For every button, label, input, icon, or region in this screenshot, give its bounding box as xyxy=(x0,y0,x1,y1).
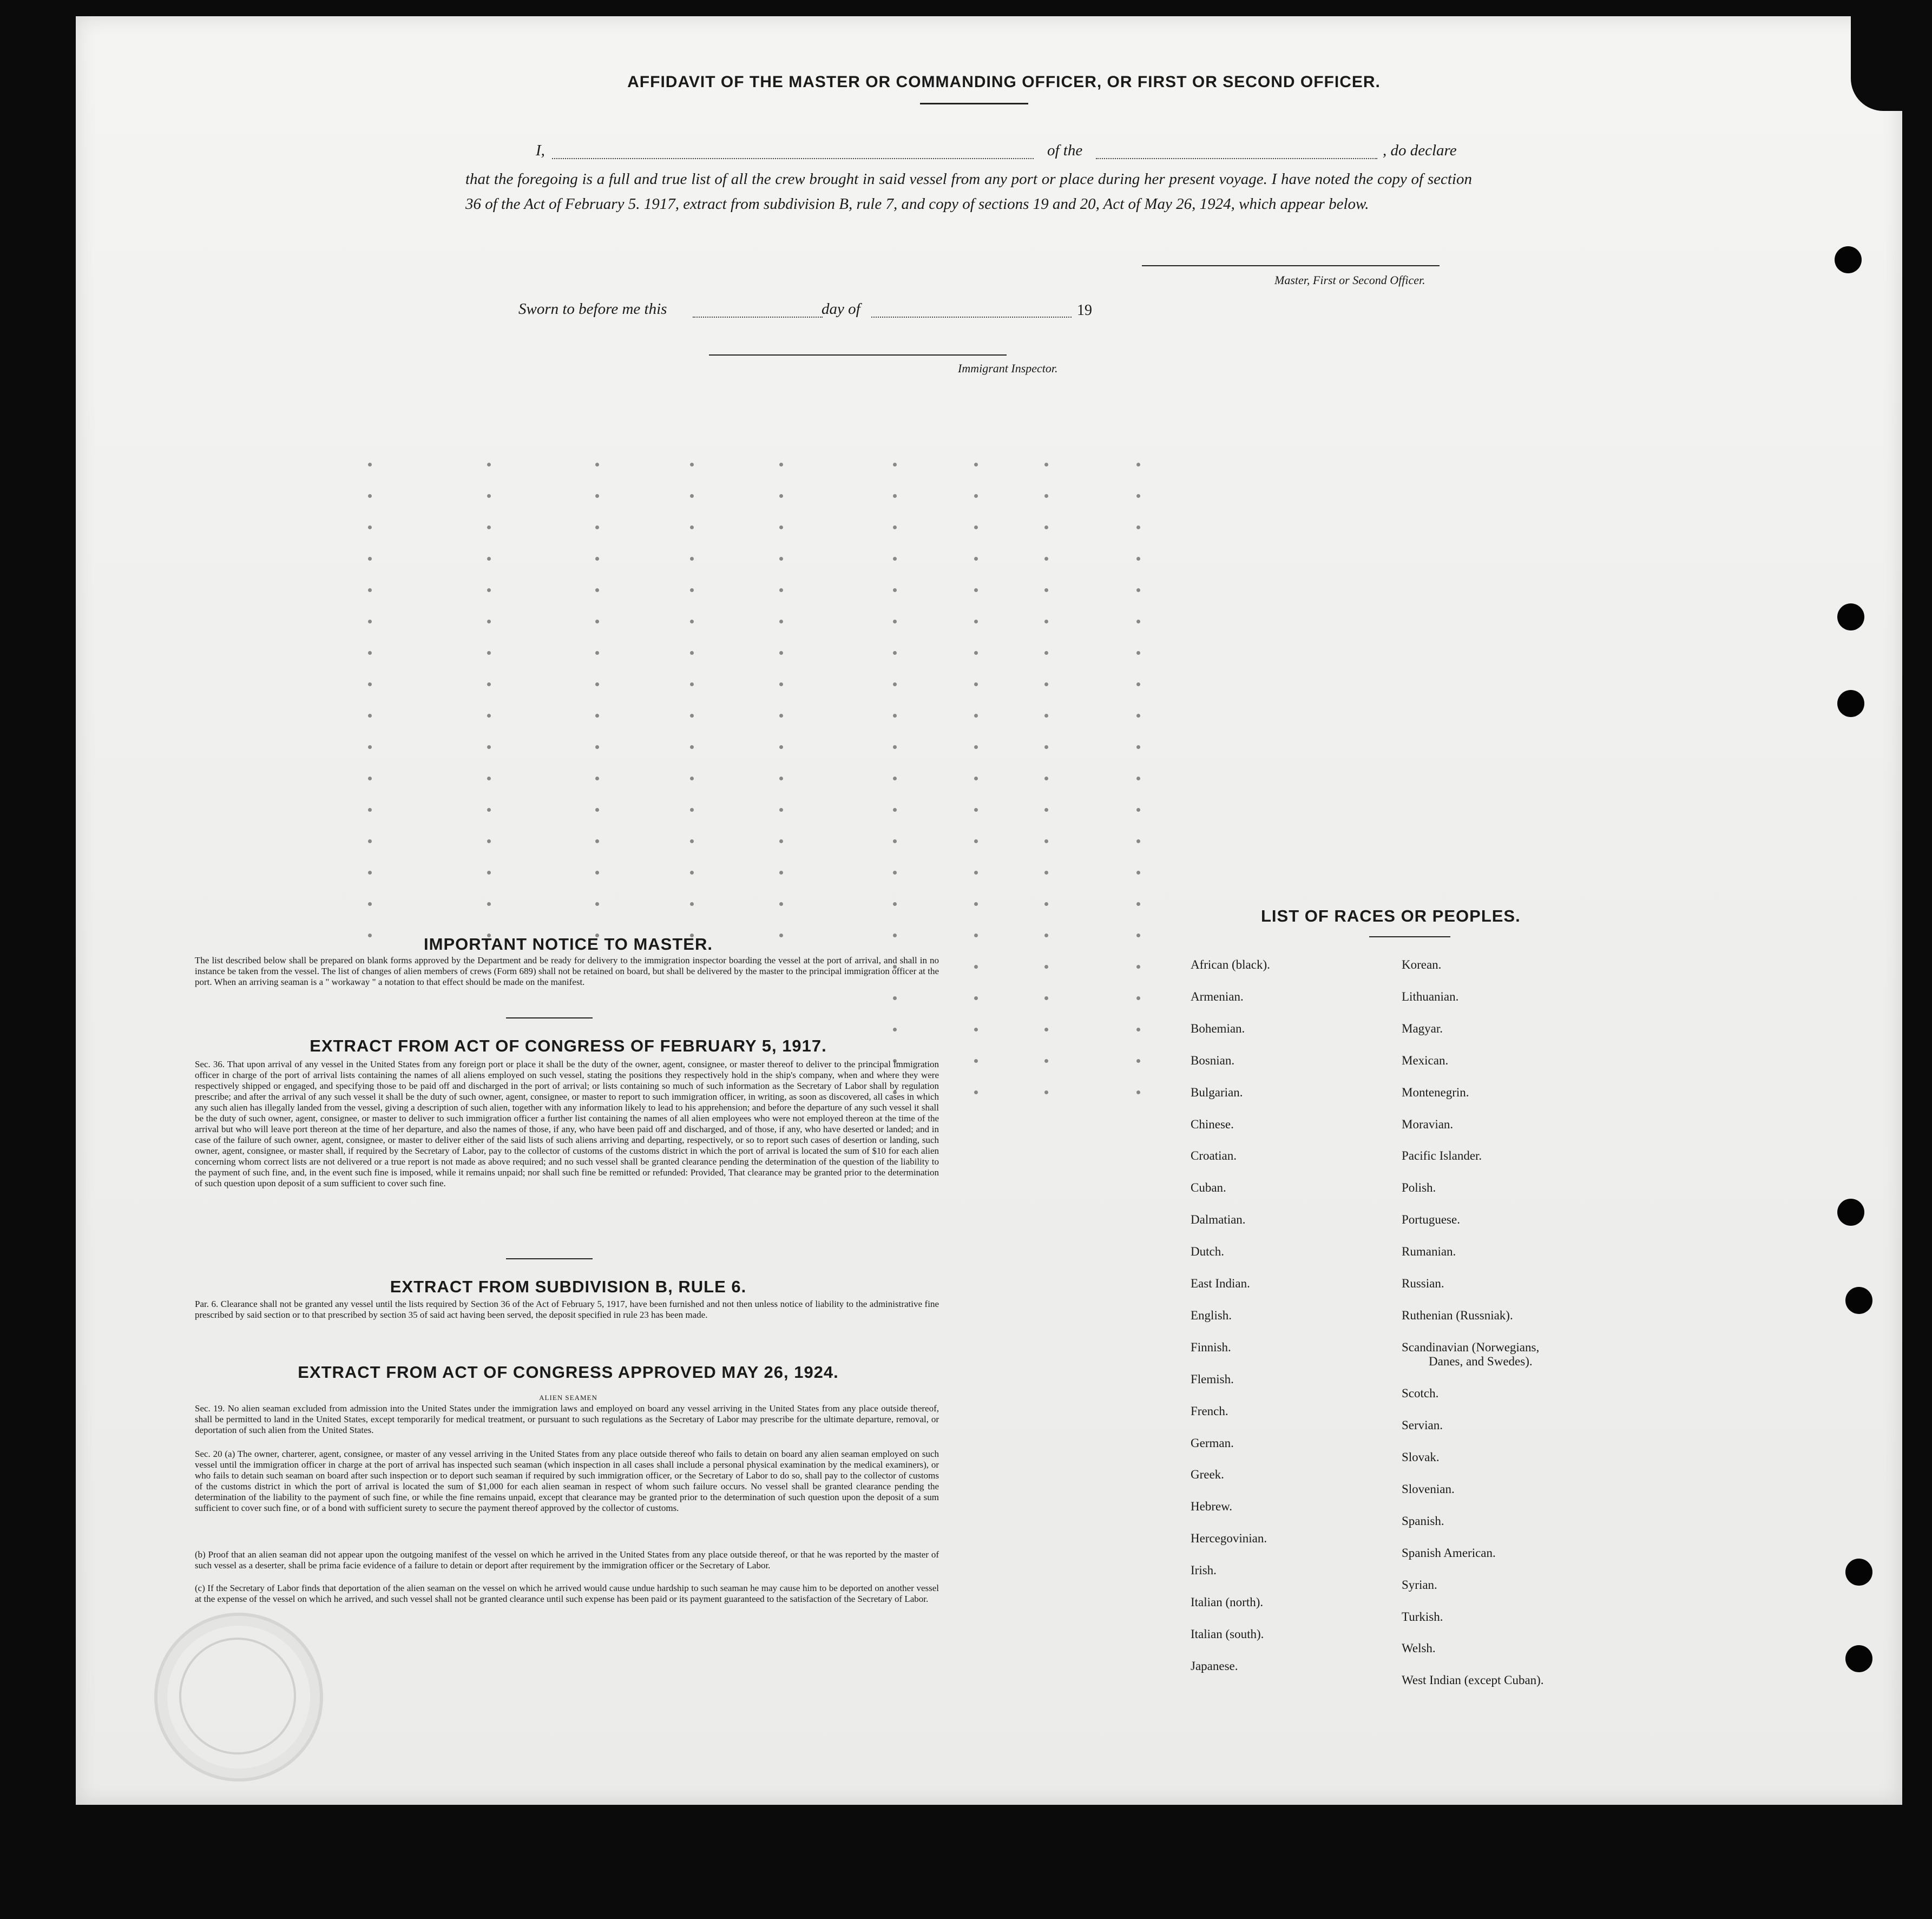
declarant-label: I, xyxy=(536,142,545,159)
grid-dot xyxy=(893,996,897,1000)
grid-dot xyxy=(1044,839,1048,843)
grid-dot xyxy=(595,808,599,812)
race-item: Cuban. xyxy=(1191,1181,1226,1195)
race-item: English. xyxy=(1191,1308,1232,1322)
race-item: Hebrew. xyxy=(1191,1500,1233,1514)
grid-dot xyxy=(690,651,694,655)
vessel-label: of the xyxy=(1047,142,1083,159)
grid-dot xyxy=(1044,588,1048,592)
grid-dot xyxy=(595,902,599,906)
section-20c-body: (c) If the Secretary of Labor finds that deportation of the alien seaman on the vessel on which he arrived would cause undue hardship to such seaman he may cause him to be deported on another vessel at the expense of the vessel on which he arrived, and such vessel shall not be granted clearance until such expense has been paid or its payment guaranteed to the satisfaction of the Secretary of Labor. xyxy=(195,1583,939,1604)
race-item: East Indian. xyxy=(1191,1277,1250,1290)
grid-dot xyxy=(893,808,897,812)
grid-dot xyxy=(690,557,694,561)
grid-dot xyxy=(893,557,897,561)
grid-dot xyxy=(368,557,372,561)
grid-dot xyxy=(779,620,783,623)
punch-hole-icon xyxy=(1845,1287,1872,1314)
grid-dot xyxy=(1044,1059,1048,1063)
grid-dot xyxy=(893,494,897,498)
grid-dot xyxy=(368,525,372,529)
grid-dot xyxy=(893,745,897,749)
race-item: Hercegovinian. xyxy=(1191,1532,1267,1546)
grid-dot xyxy=(690,588,694,592)
grid-dot xyxy=(487,714,491,718)
grid-dot xyxy=(1044,808,1048,812)
race-item: Bulgarian. xyxy=(1191,1085,1243,1099)
grid-dot xyxy=(779,902,783,906)
race-item: Spanish American. xyxy=(1402,1546,1496,1560)
grid-dot xyxy=(893,463,897,466)
extract-1924-title: EXTRACT FROM ACT OF CONGRESS APPROVED MAY 26, 1924. xyxy=(298,1363,839,1382)
race-item: Greek. xyxy=(1191,1468,1224,1482)
grid-dot xyxy=(1136,620,1140,623)
declarant-name-field[interactable] xyxy=(552,158,1034,159)
grid-dot xyxy=(595,651,599,655)
race-item: Mexican. xyxy=(1402,1053,1449,1067)
race-item: Bosnian. xyxy=(1191,1053,1235,1067)
affidavit-text: that the foregoing is a full and true list of all the crew brought in said vessel from any port or place during her present voyage. I have noted the copy of section 36 of the Act of February 5. 1917, extract from subdivision B, rule 7, and copy of sections 19 and 20, Act of May 26, 1924, which appear below. xyxy=(465,170,1472,213)
master-signature-line[interactable] xyxy=(1142,265,1440,266)
grid-dot xyxy=(974,839,978,843)
grid-dot xyxy=(1044,651,1048,655)
grid-dot xyxy=(487,525,491,529)
grid-dot xyxy=(779,525,783,529)
grid-dot xyxy=(690,745,694,749)
master-signature-label: Master, First or Second Officer. xyxy=(1274,273,1425,287)
grid-dot xyxy=(368,871,372,875)
race-item: Bohemian. xyxy=(1191,1021,1245,1035)
grid-dot xyxy=(1136,557,1140,561)
punch-hole-icon xyxy=(1835,246,1862,273)
race-item: Finnish. xyxy=(1191,1340,1231,1354)
grid-dot xyxy=(974,557,978,561)
grid-dot xyxy=(690,777,694,780)
race-item: Scandinavian (Norwegians, xyxy=(1402,1340,1540,1354)
grid-dot xyxy=(1136,996,1140,1000)
rule-6-body: Par. 6. Clearance shall not be granted any vessel until the lists required by Section 36 of the Act of February 5, 1917, have been furnished and not then unless notice of liability to the administrative fine prescribed by said section or to that prescribed by section 35 of said act having been served, the deposit specified in rule 23 has been made. xyxy=(195,1299,939,1320)
grid-dot xyxy=(690,839,694,843)
notice-rule xyxy=(506,1017,593,1018)
extract-1917-rule xyxy=(506,1258,593,1259)
race-item: German. xyxy=(1191,1436,1234,1450)
grid-dot xyxy=(974,1090,978,1094)
grid-dot xyxy=(1136,714,1140,718)
grid-dot xyxy=(1136,902,1140,906)
grid-dot xyxy=(368,620,372,623)
grid-dot xyxy=(779,871,783,875)
grid-dot xyxy=(1136,525,1140,529)
sworn-label: Sworn to before me this xyxy=(518,300,667,318)
grid-dot xyxy=(1136,1059,1140,1063)
grid-dot xyxy=(1136,1090,1140,1094)
grid-dot xyxy=(1044,745,1048,749)
race-item: Montenegrin. xyxy=(1402,1085,1469,1099)
grid-dot xyxy=(1136,588,1140,592)
grid-dot xyxy=(779,651,783,655)
grid-dot xyxy=(487,902,491,906)
race-item: Welsh. xyxy=(1402,1641,1436,1655)
grid-dot xyxy=(1044,525,1048,529)
grid-dot xyxy=(1136,839,1140,843)
race-item: Russian. xyxy=(1402,1277,1444,1290)
grid-dot xyxy=(690,463,694,466)
grid-dot xyxy=(779,839,783,843)
grid-dot xyxy=(595,745,599,749)
grid-dot xyxy=(893,714,897,718)
grid-dot xyxy=(974,1028,978,1031)
race-item: Turkish. xyxy=(1402,1609,1443,1624)
grid-dot xyxy=(368,651,372,655)
section-20a-body: Sec. 20 (a) The owner, charterer, agent, consignee, or master of any vessel arriving in the United States from any place outside thereof who fails to detain on board any alien seaman employed on such vessel until the immigration officer in charge at the port of arrival has inspected such seaman (which inspection in all cases shall include a personal physical examination by the medical examiners), or who fails to detain such seaman on board after such inspection or to deport such seaman if required by such immigration officer, or the Secretary of Labor to do so, shall pay to the collector of customs of the customs district in which the port of arrival is located the sum of $1,000 for each alien seaman in respect of whom such failure occurs. No vessel shall be granted clearance pending the determination of the liability to the payment of such fine, or while the fine remains unpaid, except that clearance may be granted prior to the determination of such question upon the deposit of a sum sufficient to cover such fine, or of a bond with sufficient surety to secure the payment thereof approved by the collector of customs. xyxy=(195,1449,939,1513)
grid-dot xyxy=(893,620,897,623)
race-item: Danes, and Swedes). xyxy=(1429,1355,1533,1369)
race-item: Lithuanian. xyxy=(1402,989,1459,1003)
grid-dot xyxy=(487,463,491,466)
grid-dot xyxy=(1136,1028,1140,1031)
grid-dot xyxy=(1044,1028,1048,1031)
grid-dot xyxy=(1136,682,1140,686)
race-item: West Indian (except Cuban). xyxy=(1402,1673,1544,1687)
grid-dot xyxy=(893,525,897,529)
inspector-label: Immigrant Inspector. xyxy=(958,362,1058,375)
race-item: Korean. xyxy=(1402,958,1442,971)
grid-dot xyxy=(779,463,783,466)
race-item: Polish. xyxy=(1402,1181,1436,1195)
declare-label: , do declare xyxy=(1383,142,1457,159)
race-item: Dalmatian. xyxy=(1191,1213,1246,1227)
grid-dot xyxy=(1044,777,1048,780)
grid-dot xyxy=(595,714,599,718)
vessel-name-field[interactable] xyxy=(1096,158,1377,159)
sworn-month-field[interactable] xyxy=(871,317,1072,318)
punch-hole-icon xyxy=(1837,1199,1864,1226)
race-item: Dutch. xyxy=(1191,1245,1224,1259)
grid-dot xyxy=(893,839,897,843)
grid-dot xyxy=(974,871,978,875)
race-item: Chinese. xyxy=(1191,1117,1234,1131)
grid-dot xyxy=(974,651,978,655)
grid-dot xyxy=(690,808,694,812)
grid-dot xyxy=(974,934,978,937)
notice-title: IMPORTANT NOTICE TO MASTER. xyxy=(424,935,713,954)
race-item: Portuguese. xyxy=(1402,1213,1460,1227)
section-20b-body: (b) Proof that an alien seaman did not appear upon the outgoing manifest of the vessel on which he arrived in the United States from any place outside thereof, or that he was reported by the master of such vessel as a deserter, shall be prima facie evidence of a failure to detain or deport after requirement by the immigration officer or the Secretary of Labor. xyxy=(195,1549,939,1570)
grid-dot xyxy=(1044,934,1048,937)
race-item: Japanese. xyxy=(1191,1659,1238,1673)
grid-dot xyxy=(487,871,491,875)
grid-dot xyxy=(893,588,897,592)
grid-dot xyxy=(779,494,783,498)
race-item: Ruthenian (Russniak). xyxy=(1402,1308,1513,1322)
grid-dot xyxy=(690,682,694,686)
grid-dot xyxy=(595,525,599,529)
grid-dot xyxy=(368,839,372,843)
grid-dot xyxy=(368,588,372,592)
grid-dot xyxy=(1136,871,1140,875)
grid-dot xyxy=(595,871,599,875)
grid-dot xyxy=(974,777,978,780)
races-title: LIST OF RACES OR PEOPLES. xyxy=(1261,906,1521,925)
grid-dot xyxy=(779,682,783,686)
grid-dot xyxy=(368,777,372,780)
punch-hole-icon xyxy=(1837,690,1864,717)
race-item: French. xyxy=(1191,1404,1228,1418)
grid-dot xyxy=(487,494,491,498)
race-item: Flemish. xyxy=(1191,1372,1234,1386)
grid-dot xyxy=(974,965,978,969)
grid-dot xyxy=(368,682,372,686)
grid-dot xyxy=(974,808,978,812)
grid-dot xyxy=(974,463,978,466)
grid-dot xyxy=(779,777,783,780)
grid-dot xyxy=(1136,777,1140,780)
grid-dot xyxy=(690,871,694,875)
race-item: Croatian. xyxy=(1191,1149,1237,1163)
grid-dot xyxy=(974,494,978,498)
race-item: African (black). xyxy=(1191,958,1270,971)
grid-dot xyxy=(368,714,372,718)
grid-dot xyxy=(974,525,978,529)
race-item: Servian. xyxy=(1402,1418,1443,1432)
grid-dot xyxy=(893,902,897,906)
grid-dot xyxy=(1044,714,1048,718)
grid-dot xyxy=(1136,651,1140,655)
sworn-year-label: 19 xyxy=(1077,302,1092,319)
grid-dot xyxy=(690,525,694,529)
grid-dot xyxy=(974,714,978,718)
grid-dot xyxy=(1136,965,1140,969)
grid-dot xyxy=(1136,934,1140,937)
grid-dot xyxy=(487,588,491,592)
race-item: Magyar. xyxy=(1402,1021,1443,1035)
grid-dot xyxy=(487,620,491,623)
grid-dot xyxy=(487,651,491,655)
grid-dot xyxy=(595,463,599,466)
grid-dot xyxy=(595,777,599,780)
grid-dot xyxy=(595,839,599,843)
grid-dot xyxy=(595,494,599,498)
sworn-day-field[interactable] xyxy=(693,317,823,318)
affidavit-title: AFFIDAVIT OF THE MASTER OR COMMANDING OFFICER, OR FIRST OR SECOND OFFICER. xyxy=(627,73,1381,91)
grid-dot xyxy=(974,588,978,592)
grid-dot xyxy=(487,557,491,561)
grid-dot xyxy=(893,651,897,655)
grid-dot xyxy=(779,714,783,718)
grid-dot xyxy=(690,494,694,498)
grid-dot xyxy=(1136,745,1140,749)
race-item: Italian (north). xyxy=(1191,1595,1264,1609)
grid-dot xyxy=(368,745,372,749)
section-19-body: Sec. 19. No alien seaman excluded from admission into the United States under the immigration laws and employed on board any vessel arriving in the United States from any place outside thereof, shall be permitted to land in the United States, except temporarily for medical treatment, or pursuant to such regulations as the Secretary of Labor may prescribe for the ultimate departure, removal, or deportation of such alien from the United States. xyxy=(195,1403,939,1435)
punch-hole-icon xyxy=(1845,1559,1872,1586)
grid-dot xyxy=(974,745,978,749)
grid-dot xyxy=(690,714,694,718)
title-rule xyxy=(920,103,1028,104)
grid-dot xyxy=(595,557,599,561)
race-item: Spanish. xyxy=(1402,1514,1444,1528)
grid-dot xyxy=(487,745,491,749)
grid-dot xyxy=(779,588,783,592)
grid-dot xyxy=(595,588,599,592)
grid-dot xyxy=(1044,557,1048,561)
grid-dot xyxy=(487,682,491,686)
grid-dot xyxy=(368,902,372,906)
grid-dot xyxy=(690,620,694,623)
punch-hole-icon xyxy=(1845,1645,1872,1672)
grid-dot xyxy=(974,996,978,1000)
grid-dot xyxy=(1044,620,1048,623)
grid-dot xyxy=(1044,463,1048,466)
grid-dot xyxy=(1044,682,1048,686)
grid-dot xyxy=(1044,965,1048,969)
punch-hole-icon xyxy=(1837,603,1864,630)
grid-dot xyxy=(893,871,897,875)
extract-1917-body: Sec. 36. That upon arrival of any vessel in the United States from any foreign port or place it shall be the duty of the owner, agent, consignee, or master thereof to deliver to the principal immigration officer in charge of the port of arrival lists containing the names of all aliens employed on such vessel, stating the positions they respectively hold in the ship's company, when and where they were respectively shipped or engaged, and specifying those to be paid off and discharged in the port of arrival; or lists containing so much of such information as the Secretary of Labor shall by regulation prescribe; and after the arrival of any such vessel it shall be the duty of such owner, agent, consignee, or master to report to such immigration officer, in writing, as soon as discovered, all cases in which any such alien has illegally landed from the vessel, giving a description of such alien, together with any information likely to lead to his apprehension; and before the departure of any such vessel it shall be the duty of such owner, agent, consignee, or master to deliver to such immigration officer a further list containing the names of all alien employees who were not employed thereon at the time of the arrival but who will leave port thereon at the time of her departure, and also the names of those, if any, who have been paid off and discharged, and of those, if any, who have deserted or landed; and in case of the failure of such owner, agent, consignee, or master to deliver either of the said lists of such aliens arriving and departing, respectively, or so to report such cases of desertion or landing, such owner, agent, consignee, or master shall, if required by the Secretary of Labor, pay to the collector of customs of the customs district in which the port of arrival is located the sum of $10 for each alien concerning whom correct lists are not delivered or a true report is not made as above required; and no such vessel shall be granted clearance pending the determination of the question of the liability to the payment of such fine, and, in the event such fine is imposed, while it remains unpaid; nor shall such fine be remitted or refunded: Provided, That clearance may be granted prior to the determination of such question upon deposit of a sum sufficient to cover such fine. xyxy=(195,1059,939,1188)
sworn-day-label: day of xyxy=(822,300,860,318)
torn-corner xyxy=(1851,16,1902,111)
grid-dot xyxy=(779,557,783,561)
grid-dot xyxy=(893,777,897,780)
race-item: Pacific Islander. xyxy=(1402,1149,1482,1163)
grid-dot xyxy=(1136,494,1140,498)
race-item: Irish. xyxy=(1191,1563,1217,1578)
grid-dot xyxy=(368,463,372,466)
races-rule xyxy=(1369,936,1450,937)
grid-dot xyxy=(487,777,491,780)
grid-dot xyxy=(690,902,694,906)
notice-body: The list described below shall be prepared on blank forms approved by the Department and be ready for delivery to the immigration inspector boarding the vessel at the port of arrival, and shall in no instance be taken from the vessel. The list of changes of alien members of crews (Form 689) shall not be retained on board, but shall be delivered by the master to the principal immigration officer at the port. When an arriving seaman is a " workaway " a notation to that effect should be made on the manifest. xyxy=(195,955,939,987)
grid-dot xyxy=(974,682,978,686)
grid-dot xyxy=(368,494,372,498)
grid-dot xyxy=(974,1059,978,1063)
race-item: Slovenian. xyxy=(1402,1482,1455,1496)
alien-seamen-subtitle: ALIEN SEAMEN xyxy=(539,1394,597,1402)
embossed-seal-image xyxy=(154,1613,323,1782)
grid-dot xyxy=(487,808,491,812)
grid-dot xyxy=(487,839,491,843)
grid-dot xyxy=(1044,494,1048,498)
race-item: Scotch. xyxy=(1402,1386,1439,1401)
race-item: Moravian. xyxy=(1402,1117,1454,1131)
grid-dot xyxy=(893,1028,897,1031)
grid-dot xyxy=(1136,463,1140,466)
grid-dot xyxy=(974,902,978,906)
extract-1917-title: EXTRACT FROM ACT OF CONGRESS OF FEBRUARY 5, 1917. xyxy=(310,1036,827,1055)
inspector-signature-line[interactable] xyxy=(709,354,1007,356)
race-item: Slovak. xyxy=(1402,1450,1440,1464)
race-item: Syrian. xyxy=(1402,1578,1437,1592)
grid-dot xyxy=(779,745,783,749)
race-item: Italian (south). xyxy=(1191,1627,1264,1641)
grid-dot xyxy=(974,620,978,623)
grid-dot xyxy=(1044,871,1048,875)
race-item: Armenian. xyxy=(1191,989,1244,1003)
grid-dot xyxy=(595,682,599,686)
grid-dot xyxy=(779,808,783,812)
grid-dot xyxy=(595,620,599,623)
grid-dot xyxy=(1044,902,1048,906)
grid-dot xyxy=(1044,1090,1048,1094)
grid-dot xyxy=(1044,996,1048,1000)
race-item: Rumanian. xyxy=(1402,1245,1456,1259)
rule-6-title: EXTRACT FROM SUBDIVISION B, RULE 6. xyxy=(390,1277,747,1296)
grid-dot xyxy=(368,808,372,812)
grid-dot xyxy=(893,682,897,686)
grid-dot xyxy=(1136,808,1140,812)
